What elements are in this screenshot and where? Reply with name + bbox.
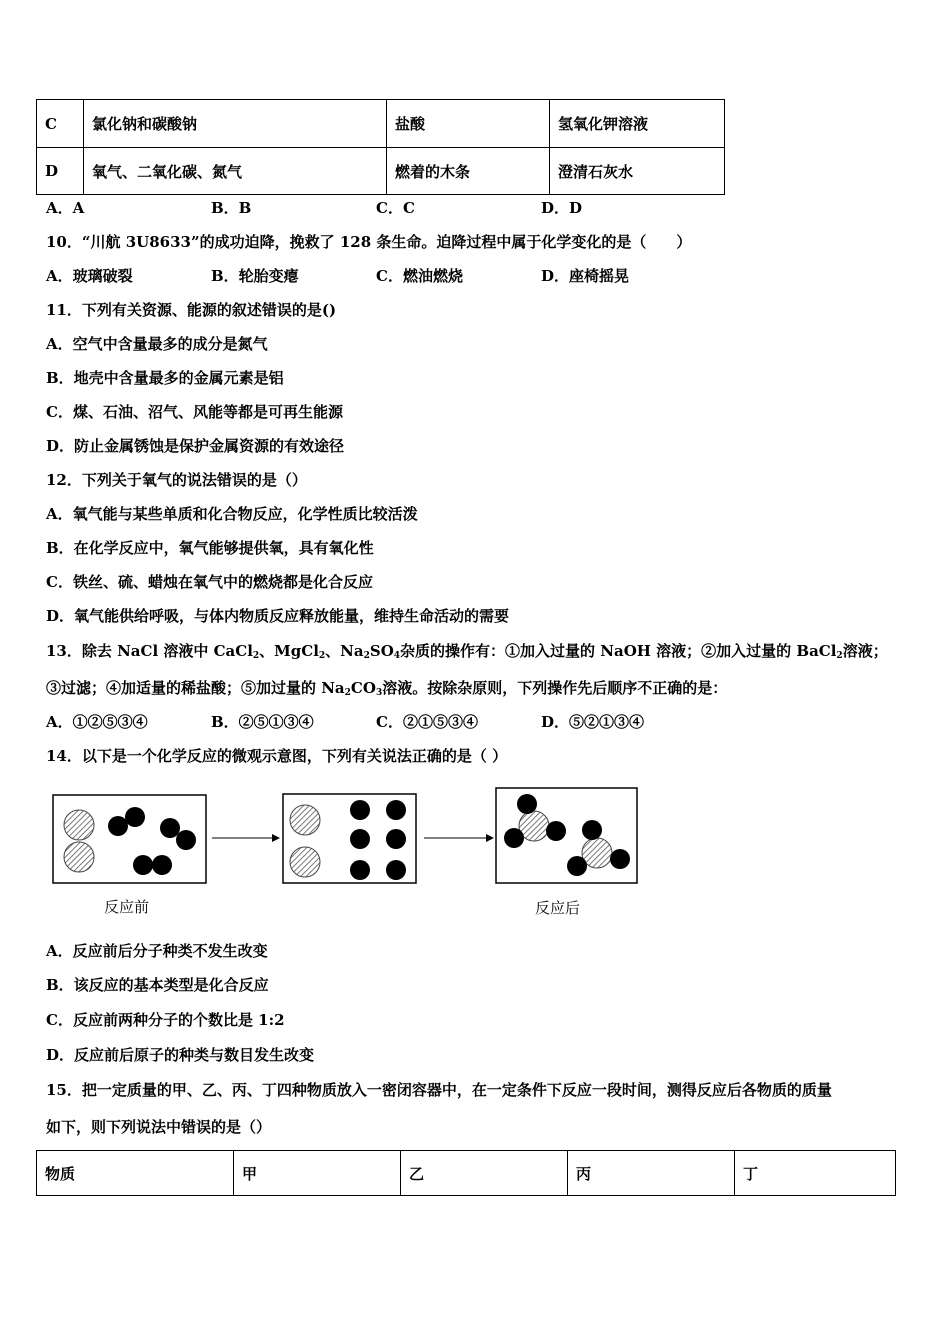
table-cell: 澄清石灰水 (550, 148, 725, 195)
q12-option-b: B．在化学反应中，氧气能够提供氧，具有氧化性 (46, 539, 374, 557)
q14-option-d: D．反应前后原子的种类与数目发生改变 (46, 1046, 315, 1064)
q10-option-c: C．燃油燃烧 (376, 267, 463, 285)
q9-option-c: C．C (376, 199, 415, 217)
q10-stem: 10．“川航 3U8633”的成功迫降，挽救了 128 条生命。迫降过程中属于化学变化的是（ ） (46, 233, 692, 251)
q9-option-a: A．A (46, 199, 85, 217)
q10-option-d: D．座椅摇晃 (541, 267, 630, 285)
q14-option-a: A．反应前后分子种类不发生改变 (46, 942, 268, 960)
q9-option-d: D．D (541, 199, 583, 217)
table-cell: D (37, 148, 84, 195)
table-header: 物质 (37, 1151, 234, 1196)
table-cell: 氧气、二氧化碳、氮气 (84, 148, 387, 195)
table-cell: C (37, 100, 84, 148)
q12-stem: 12．下列关于氧气的说法错误的是（） (46, 471, 307, 489)
q14-option-c: C．反应前两种分子的个数比是 1:2 (46, 1011, 285, 1029)
q14-option-b: B．该反应的基本类型是化合反应 (46, 976, 269, 994)
q12-option-c: C．铁丝、硫、蜡烛在氧气中的燃烧都是化合反应 (46, 573, 373, 591)
q13-option-b: B．②⑤①③④ (211, 713, 314, 731)
table-cell: 氯化钠和碳酸钠 (84, 100, 387, 148)
q14-stem: 14．以下是一个化学反应的微观示意图，下列有关说法正确的是（ ） (46, 747, 508, 765)
q11-option-b: B．地壳中含量最多的金属元素是铝 (46, 369, 284, 387)
q13-option-a: A．①②⑤③④ (46, 713, 148, 731)
q15-stem-line2: 如下，则下列说法中错误的是（） (46, 1118, 272, 1136)
q13-stem-line1: 13．除去 NaCl 溶液中 CaCl$_2$、MgCl$_2$、$Na_2SO_4$杂质的操作有：①加入过量的 NaOH 溶液；②加入过量的 BaCl$_2$溶液； (46, 642, 888, 661)
q12-option-d: D．氧气能供给呼吸，与体内物质反应释放能量，维持生命活动的需要 (46, 607, 510, 625)
table-header: 丙 (568, 1151, 735, 1196)
q11-option-d: D．防止金属锈蚀是保护金属资源的有效途径 (46, 437, 345, 455)
table-header: 甲 (234, 1151, 401, 1196)
table-header: 乙 (401, 1151, 568, 1196)
top-table (36, 99, 725, 195)
q12-option-a: A．氧气能与某些单质和化合物反应，化学性质比较活泼 (46, 505, 418, 523)
q13-option-c: C．②①⑤③④ (376, 713, 478, 731)
table-cell: 盐酸 (387, 100, 550, 148)
q11-option-a: A．空气中含量最多的成分是氮气 (46, 335, 268, 353)
caption-after: 反应后 (535, 899, 581, 917)
q11-option-c: C．煤、石油、沼气、风能等都是可再生能源 (46, 403, 343, 421)
caption-before: 反应前 (104, 898, 150, 916)
q15-table (36, 1150, 896, 1196)
q15-stem-line1: 15．把一定质量的甲、乙、丙、丁四种物质放入一密闭容器中，在一定条件下反应一段时间，测得反应后各物质的质量 (46, 1081, 832, 1099)
table-header: 丁 (735, 1151, 896, 1196)
q10-option-a: A．玻璃破裂 (46, 267, 133, 285)
table-cell: 燃着的木条 (387, 148, 550, 195)
q10-option-b: B．轮胎变瘪 (211, 267, 299, 285)
q13-stem-line2: ③过滤；④加适量的稀盐酸；⑤加过量的 $Na_2CO_3$溶液。按除杂原则，下列操作先后顺序不正确的是： (46, 679, 728, 698)
q13-option-d: D．⑤②①③④ (541, 713, 645, 731)
q9-option-b: B．B (211, 199, 252, 217)
q11-stem: 11．下列有关资源、能源的叙述错误的是() (46, 301, 337, 319)
table-cell: 氢氧化钾溶液 (550, 100, 725, 148)
